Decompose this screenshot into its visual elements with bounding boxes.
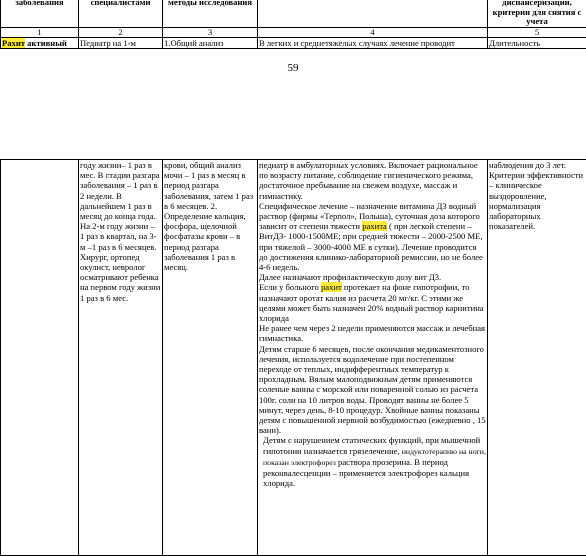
disease-cell [1,160,79,556]
treatment-cell: В легких и среднетяжелых случаях лечение проводит [258,38,488,49]
column-number-row [1,27,586,38]
col-number: 1 [1,27,79,38]
col-number: 4 [258,27,488,38]
methods-cell: крови, общий анализ мочи – 1 раз в месяц в период разгара заболевания, затем 1 раз в 6 месяцев. 2. Определение кальция, фосфора, щелочной фосфатазы крови – в период разгара заболевания 1 раз в месяц. [163,160,258,556]
header-treatment [258,0,488,27]
table-top [0,0,586,49]
specialists-cell: году жизни– 1 раз в мес. В стадии разгара заболевания – 1 раз в 2 недели. В дальнейшем 1 раз в месяц до конца года. На 2-м году жизни – 1 раз в квартал, на 3-м –1 раз в 6 месяцев. Хирург, ортопед окулист, невролог осматривают ребенка на первом году жизни 1 раз в 6 мес. [79,160,163,556]
treatment-cell: педиатр в амбулаторных условиях. Включает рациональное по возрасту питание, соблюдение гигиенического режима, достаточное пребывание на свежем воздухе, массаж и гимнастику. Специфическое лечение – назначение витамина Д3 водный раствор (фирмы «Терпол», Польша), суточная доза которого зависит от степени тяжести рахита ( при легкой степени – ВитД3- 1000-1500МЕ; при средней тяжести – 2000-2500 МЕ, при тяжелой – 3000-4000 МЕ в сутки). Лечение проводится до достижения клинико-лабораторной ремиссии, но не более 4-6 недель. Далее назначают профилактическую дозу вит Д3. Если у больного рахит протекает на фоне гипотрофии, то назначают оротат калия из расчета 20 мг/кг. С этими же целями может быть назначен 20% водный раствор карнитина хлорида Не ранее чем через 2 недели применяются массаж и лечебная гимнастика. Детям старше 6 месяцев, после окончания медикаментозного лечения, используется водолечение при постепенном переходе от теплых, индифферентных температур к прохладным. Вялым малоподвижным детям применяются соленые ванны с морской или поваренной солью из расчета 100г. соли на 10 литров воды. Проводят ванны не более 5 минут, через день, 8-10 процедур. Хвойные ванны показаны детям с повышенной нервной возбудимостью (ежедневно , 15 ванн). Детям с нарушением статических функций, при мышечной гипотонии назначается грязелечение, индуктотерапию на ноги, показан электрофорез раствора прозерина. В период реконвалесценции – применяется электрофорез кальция хлорида. [258,160,488,556]
table-continuation [0,159,586,556]
specialists-cell: Педиатр на 1-м [79,38,163,49]
col-number: 3 [163,27,258,38]
header-disease: заболевания [1,0,79,27]
table-row [1,38,586,49]
header-methods: методы исследования [163,0,258,27]
methods-cell: 1.Общий анализ [163,38,258,49]
header-criteria: диспансеризации, критерии для снятия с учета [488,0,586,27]
table-row [1,160,586,556]
highlighted-term: Рахит [2,38,25,48]
col-number: 5 [488,27,586,38]
criteria-cell: наблюдения до 3 лет. Критерии эффективности – клиническое выздоровление, нормализация лабораторных показателей. [488,160,586,556]
highlighted-term: рахит [321,282,342,292]
page-number: 59 [0,62,586,74]
col-number: 2 [79,27,163,38]
table-header-row [1,0,586,27]
header-specialists: специалистами [79,0,163,27]
highlighted-term: рахита [362,221,387,231]
criteria-cell: Длительность [488,38,586,49]
disease-cell: Рахит активный [1,38,79,49]
